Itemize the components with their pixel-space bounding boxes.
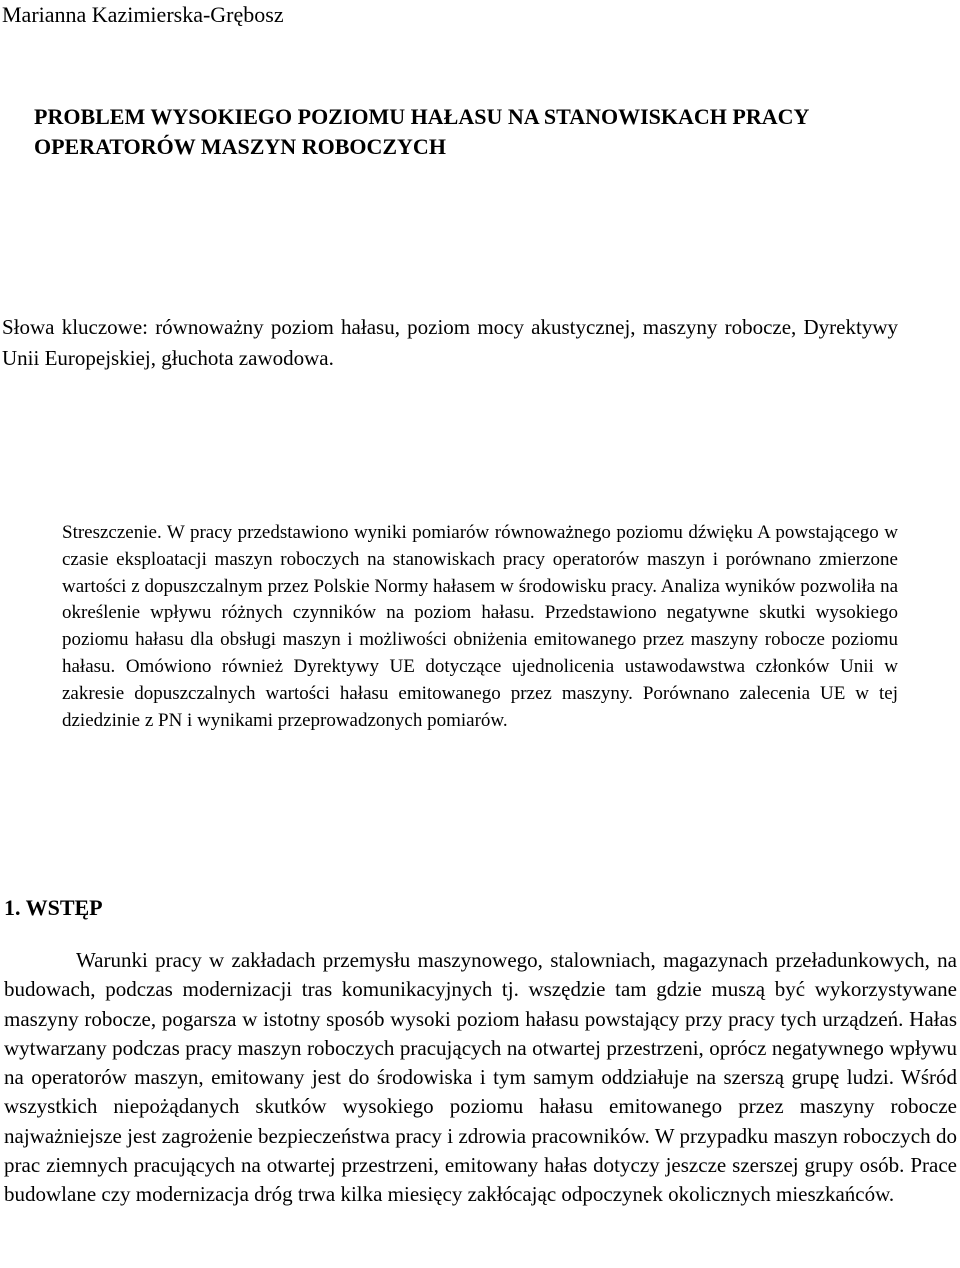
keywords: Słowa kluczowe: równoważny poziom hałasu, poziom mocy akustycznej, maszyny robocze, Dyrektywy Unii Europejskiej, głuchota zawodowa.	[2, 315, 898, 370]
abstract: Streszczenie. W pracy przedstawiono wyniki pomiarów równoważnego poziomu dźwięku A powstającego w czasie eksploatacji maszyn roboczych na stanowiskach pracy operatorów maszyn i porównano zmierzone wartości z dopuszczalnym przez Polskie Normy hałasem w środowisku pracy. Analiza wyników pozwoliła na określenie wpływu różnych czynników na poziom hałasu. Przedstawiono negatywne skutki wysokiego poziomu hałasu dla obsługi maszyn i możliwości obniżenia emitowanego przez maszyny robocze poziomu hałasu. Omówiono również Dyrektywy UE dotyczące ujednolicenia ustawodawstwa członków Unii w zakresie dopuszczalnych wartości hałasu emitowanego przez maszyny. Porównano zalecenia UE w tej dziedzinie z PN i wynikami przeprowadzonych pomiarów.	[62, 522, 898, 731]
section-body-paragraph: Warunki pracy w zakładach przemysłu maszynowego, stalowniach, magazynach przeładunkowych, na budowach, podczas modernizacji tras komunikacyjnych tj. wszędzie tam gdzie muszą być wykorzystywane maszyny robocze, pogarsza w istotny sposób wysoki poziom hałasu powstający przy pracy tych urządzeń. Hałas wytwarzany podczas pracy maszyn roboczych pracujących na otwartej przestrzeni, oprócz negatywnego wpływu na operatorów maszyn, emitowany jest do środowiska i tym samym oddziałuje na szerszą grupę ludzi. Wśród wszystkich niepożądanych skutków wysokiego poziomu hałasu emitowanego przez maszyny robocze najważniejsze jest zagrożenie bezpieczeństwa pracy i zdrowia pracowników. W przypadku maszyn roboczych do prac ziemnych pracujących na otwartej przestrzeni, emitowany hałas dotyczy jeszcze szerszej grupy osób. Prace budowlane czy modernizacja dróg trwa kilka miesięcy zakłócając odpoczynek okolicznych mieszkańców.	[4, 948, 957, 1207]
section-heading: 1. WSTĘP	[4, 895, 103, 920]
paper-title-line-2: OPERATORÓW MASZYN ROBOCZYCH	[34, 134, 446, 159]
paper-title	[34, 102, 934, 162]
author-name: Marianna Kazimierska-Grębosz	[2, 2, 284, 27]
paper-title-line-1: PROBLEM WYSOKIEGO POZIOMU HAŁASU NA STANOWISKACH PRACY	[34, 104, 810, 129]
